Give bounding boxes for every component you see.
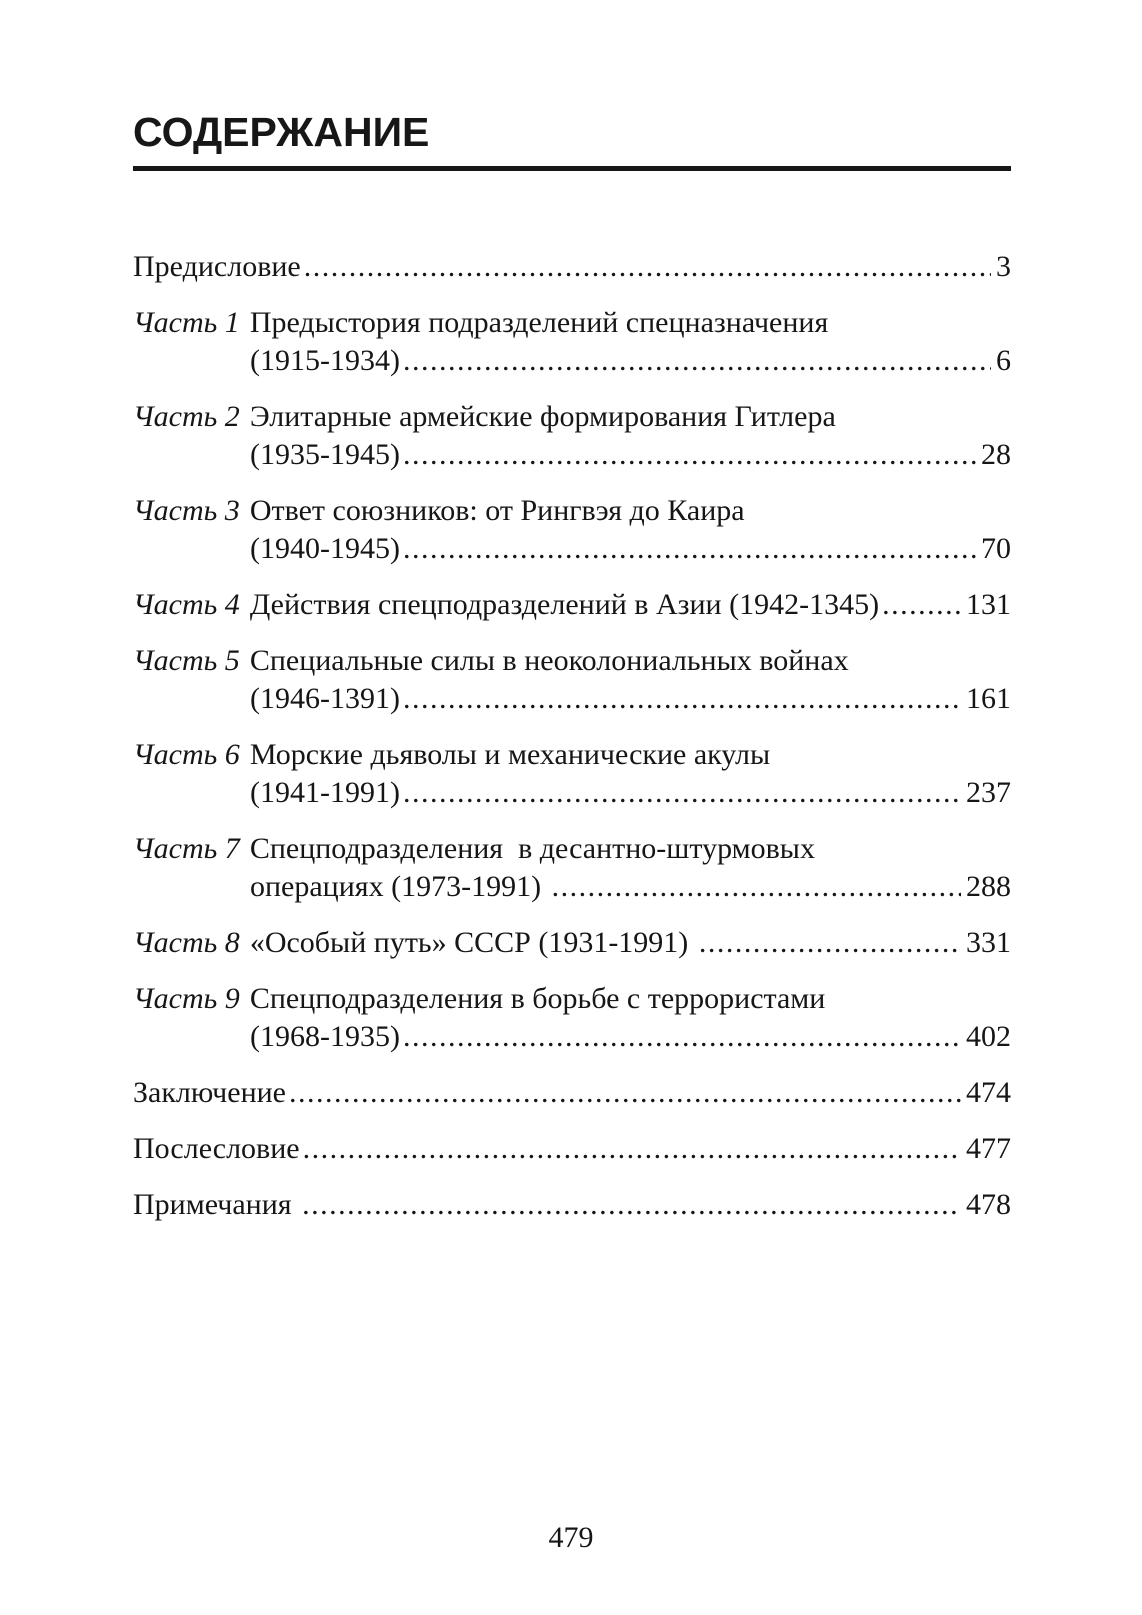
entry-title: Послесловие: [133, 1132, 300, 1165]
part-label: Часть 6: [133, 738, 240, 771]
toc-entry: [133, 492, 1011, 568]
entry-title: Заключение: [133, 1076, 286, 1109]
dot-leader: [304, 248, 991, 286]
toc-entry: [133, 1130, 1011, 1168]
part-label: Часть 1: [133, 306, 240, 339]
page-number: 474: [966, 1076, 1011, 1109]
entry-continuation: (1968-1935): [250, 1020, 400, 1053]
toc-entry: [133, 736, 1011, 812]
entry-continuation: (1935-1945): [250, 438, 400, 471]
toc-entry: [133, 304, 1011, 380]
dot-leader: [403, 774, 961, 812]
toc-entry: [133, 398, 1011, 474]
part-label: Часть 8: [133, 926, 240, 959]
toc-line: [133, 304, 1011, 342]
toc-line: [133, 398, 1011, 436]
toc-line: [133, 830, 1011, 868]
page-number: 288: [966, 870, 1011, 903]
toc-line: [133, 980, 1011, 1018]
toc-line-continuation: [133, 1018, 1011, 1056]
page-number: 402: [966, 1020, 1011, 1053]
entry-continuation: (1941-1991): [250, 776, 400, 809]
toc-line-continuation: [133, 436, 1011, 474]
toc-line-continuation: [133, 868, 1011, 906]
dot-leader: [403, 1018, 961, 1056]
part-label: Часть 9: [133, 982, 240, 1015]
entry-title: Ответ союзников: от Рингвэя до Каира: [249, 494, 745, 527]
dot-leader: [302, 1186, 961, 1224]
page-title: СОДЕРЖАНИЕ: [133, 109, 430, 155]
part-label: Часть 5: [133, 644, 240, 677]
dot-leader: [403, 342, 991, 380]
part-label: Часть 2: [133, 400, 240, 433]
toc-line: [133, 1186, 1011, 1224]
toc-entry: [133, 642, 1011, 718]
dot-leader: [403, 680, 961, 718]
toc-entry: [133, 248, 1011, 286]
page-number: 478: [966, 1188, 1011, 1221]
entry-title: Элитарные армейские формирования Гитлера: [249, 400, 836, 433]
page-number: 237: [966, 776, 1011, 809]
toc-line: [133, 642, 1011, 680]
entry-title: Спецподразделения в борьбе с террористами: [249, 982, 826, 1015]
page-number: 28: [981, 438, 1011, 471]
toc-line-continuation: [133, 774, 1011, 812]
page-number: 161: [966, 682, 1011, 715]
entry-title: «Особый путь» СССР (1931-1991): [249, 926, 696, 959]
page-number: 6: [996, 344, 1011, 377]
part-label: Часть 3: [133, 494, 240, 527]
toc-line: [133, 736, 1011, 774]
toc-line-continuation: [133, 342, 1011, 380]
dot-leader: [403, 530, 976, 568]
page-number: 131: [966, 588, 1011, 621]
toc-line: [133, 492, 1011, 530]
toc-line: [133, 1074, 1011, 1112]
page-number: 477: [966, 1132, 1011, 1165]
dot-leader: [289, 1074, 961, 1112]
page-content: [133, 110, 1011, 1242]
entry-continuation: (1915-1934): [250, 344, 400, 377]
toc-entry: [133, 1074, 1011, 1112]
toc-line-continuation: [133, 680, 1011, 718]
folio-page-number: 479: [548, 1521, 594, 1554]
table-of-contents: [133, 248, 1011, 1224]
entry-title: Морские дьяволы и механические акулы: [249, 738, 771, 771]
toc-line: [133, 248, 1011, 286]
entry-continuation: (1940-1945): [250, 532, 400, 565]
dot-leader: [552, 868, 961, 906]
toc-line: [133, 1130, 1011, 1168]
dot-leader: [699, 924, 961, 962]
entry-title: Действия спецподразделений в Азии (1942-1345): [249, 588, 880, 621]
toc-line: [133, 586, 1011, 624]
toc-entry: [133, 586, 1011, 624]
entry-continuation: операциях (1973-1991): [250, 870, 549, 903]
toc-entry: [133, 830, 1011, 906]
toc-entry: [133, 1186, 1011, 1224]
entry-continuation: (1946-1391): [250, 682, 400, 715]
part-label: Часть 7: [133, 832, 240, 865]
page-number: 70: [981, 532, 1011, 565]
entry-title: Предыстория подразделений спецназначения: [249, 306, 829, 339]
toc-entry: [133, 924, 1011, 962]
toc-line: [133, 924, 1011, 962]
toc-line-continuation: [133, 530, 1011, 568]
entry-title: Спецподразделения в десантно-штурмовых: [249, 832, 815, 865]
title-rule: [133, 166, 1011, 171]
dot-leader: [882, 586, 961, 624]
entry-title: Предисловие: [133, 250, 301, 283]
entry-title: Примечания: [133, 1188, 300, 1221]
page-number: 331: [966, 926, 1011, 959]
entry-title: Специальные силы в неоколониальных войнах: [249, 644, 849, 677]
page-number: 3: [996, 250, 1011, 283]
dot-leader: [303, 1130, 961, 1168]
toc-entry: [133, 980, 1011, 1056]
part-label: Часть 4: [133, 588, 240, 621]
dot-leader: [403, 436, 976, 474]
